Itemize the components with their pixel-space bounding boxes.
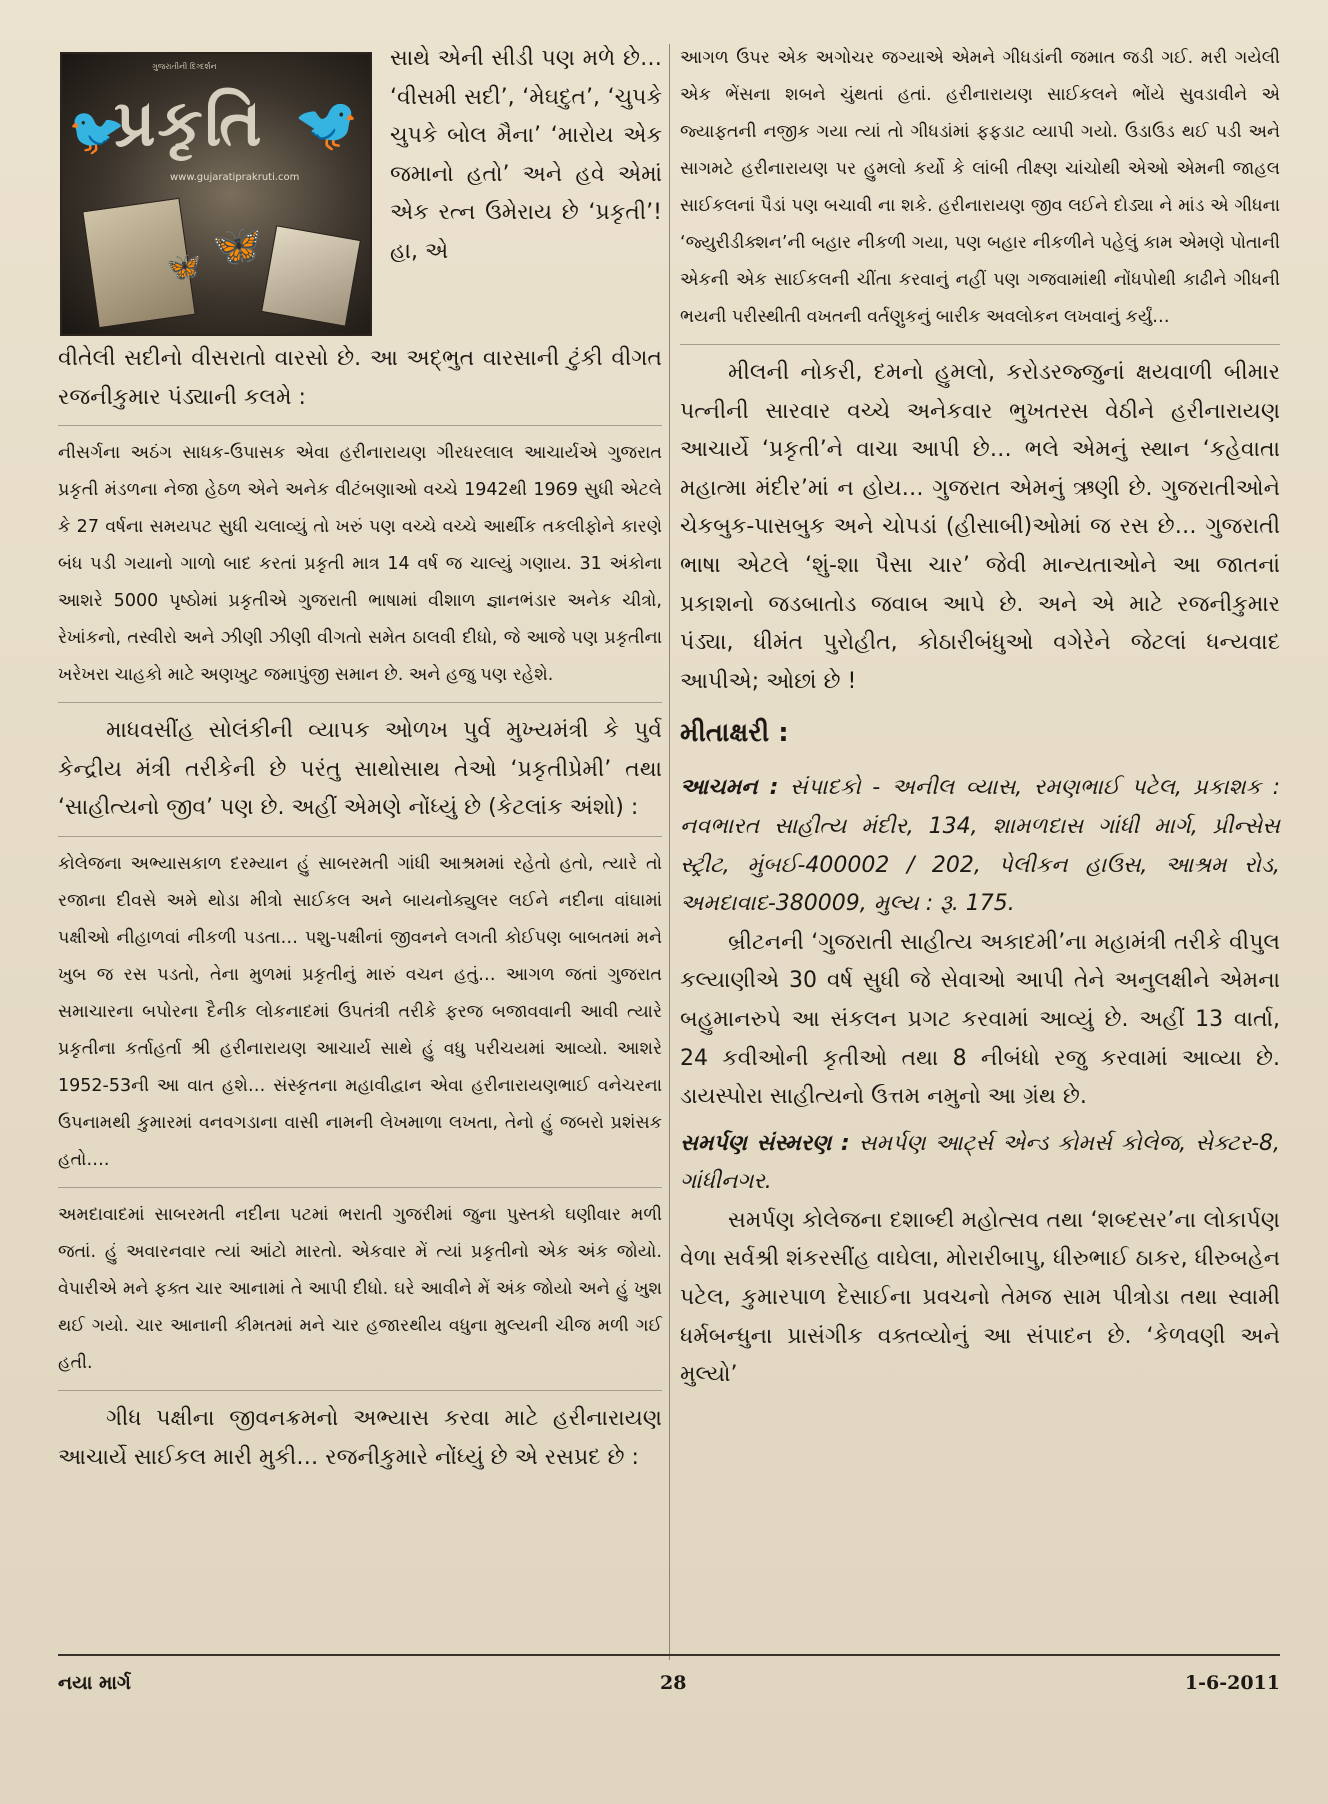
divider	[58, 425, 662, 426]
book-entry	[680, 769, 1280, 923]
section-heading: મીતાક્ષરી :	[680, 718, 789, 749]
issue-date: 1-6-2011	[1184, 1672, 1280, 1694]
left-column	[58, 40, 662, 1477]
book-entry-details: સંપાદકો - અનીલ વ્યાસ, રમણભાઈ પટેલ, પ્રકાશક : નવભારત સાહીત્ય મંદીર, 134, શામળદાસ ગાંધી માર્ગ, પ્રીન્સેસ સ્ટ્રીટ, મુંબઈ-400002 / 202, પેલીકન હાઉસ, આશ્રમ રોડ, અમદાવાદ-380009, મુલ્ય : રૂ. 175.	[680, 775, 1280, 917]
page-footer	[58, 1654, 1280, 1696]
body-paragraph: ગીધ પક્ષીના જીવનક્રમનો અભ્યાસ કરવા માટે હરીનારાયણ આચાર્યે સાઈકલ મારી મુકી… રજનીકુમારે નોંધ્યું છે એ રસપ્રદ છે :	[58, 1405, 662, 1470]
butterfly-icon: 🦋	[166, 250, 201, 283]
quote-paragraph: કોલેજના અભ્યાસકાળ દરમ્યાન હું સાબરમતી ગાંધી આશ્રમમાં રહેતો હતો, ત્યારે તો રજાના દીવસે અમે થોડા મીત્રો સાઈકલ અને બાયનોક્યુલર લઈને નદીના વાંઘામાં પક્ષીઓ નીહાળવાં નીકળી પડતા… પશુ-પક્ષીનાં જીવનને લગતી કોઈપણ બાબતમાં મને ખુબ જ રસ પડતો, તેના મુળમાં પ્રકૃતીનું મારું વચન હતું… આગળ જતાં ગુજરાત સમાચારના બપોરના દૈનીક લોકનાદમાં ઉપતંત્રી તરીકે ફરજ બજાવવાની આવી ત્યારે પ્રકૃતીના કર્તાહર્તા શ્રી હરીનારાયણ આચાર્ય સાથે હું વધુ પરીચયમાં આવ્યો. આશરે 1952-53ની આ વાત હશે… સંસ્કૃતના મહાવીદ્વાન એવા હરીનારાયણભાઈ વનેચરના ઉપનામથી કુમારમાં વનવગડાના વાસી નામની લેખમાળા લખતા, તેનો હું જબરો પ્રશંસક હતો….	[58, 853, 662, 1170]
column-divider	[669, 44, 670, 1660]
quote-paragraph: નીસર્ગના અઠંગ સાધક-ઉપાસક એવા હરીનારાયણ ગીરધરલાલ આચાર્યએ ગુજરાત પ્રકૃતી મંડળના નેજા હેઠળ એને અનેક વીટંબણાઓ વચ્ચે 1942થી 1969 સુધી એટલે કે 27 વર્ષના સમયપટ સુધી ચલાવ્યું તો ખરું પણ વચ્ચે વચ્ચે આર્થીક તકલીફોને કારણે બંધ પડી ગયાનો ગાળો બાદ કરતાં પ્રકૃતી માત્ર 14 વર્ષ જ ચાલ્યું ગણાય. 31 અંકોના આશરે 5000 પૃષ્ઠોમાં પ્રકૃતીએ ગુજરાતી ભાષામાં વીશાળ જ્ઞાનભંડાર અનેક ચીત્રો, રેખાંકનો, તસ્વીરો અને ઝીણી ઝીણી વીગતો સમેત ઠાલવી દીધો, જે આજે પણ પ્રકૃતીના ખરેખરા ચાહકો માટે અણખુટ જમાપુંજી સમાન છે. અને હજુ પણ રહેશે.	[58, 443, 662, 686]
cover-magazine-stack	[261, 225, 361, 327]
right-column	[680, 40, 1280, 1395]
book-entry-title: સમર્પણ સંસ્મરણ :	[680, 1130, 850, 1156]
cover-url: www.gujaratiprakruti.com	[170, 172, 300, 183]
bird-icon: 🐦	[294, 95, 359, 155]
quote-paragraph: અમદાવાદમાં સાબરમતી નદીના પટમાં ભરાતી ગુજરીમાં જુના પુસ્તકો ઘણીવાર મળી જતાં. હું અવારનવાર ત્યાં આંટો મારતો. એકવાર મેં ત્યાં પ્રકૃતીનો એક અંક જોયો. વેપારીએ મને ફક્ત ચાર આનામાં તે આપી દીધો. ઘરે આવીને મેં અંક જોયો અને હું ખુશ થઈ ગયો. ચાર આનાની કીમતમાં મને ચાર હજારથીય વધુના મુલ્યની ચીજ મળી ગઈ હતી.	[58, 1204, 662, 1373]
butterfly-icon: 🦋	[212, 223, 262, 269]
divider	[58, 1187, 662, 1188]
page-number: 28	[660, 1672, 687, 1694]
intro-paragraph: સાથે એની સીડી પણ મળે છે… ‘વીસમી સદી’, ‘મેઘદુત’, ‘ચુપકે ચુપકે બોલ મૈના’ ‘મારોય એક જમાનો હતો’ અને હવે એમાં એક રત્ન ઉમેરાય છે ‘પ્રકૃતી’! હા, એ	[390, 46, 662, 264]
body-paragraph: માધવસીંહ સોલંકીની વ્યાપક ઓળખ પુર્વ મુખ્યમંત્રી કે પુર્વ કેન્દ્રીય મંત્રી તરીકેની છે પરંતુ સાથોસાથ તેઓ ‘પ્રકૃતીપ્રેમી’ તથા ‘સાહીત્યનો જીવ’ પણ છે. અહીં એમણે નોંધ્યું છે (કેટલાંક અંશો) :	[58, 718, 662, 821]
book-entry-details: સમર્પણ આર્ટ્સ એન્ડ કોમર્સ કોલેજ, સેક્ટર-8, ગાંધીનગર.	[680, 1130, 1280, 1195]
prakruti-cover-image	[60, 52, 372, 336]
book-entry-title: આચમન :	[680, 775, 779, 801]
publication-name: નયા માર્ગ	[58, 1672, 131, 1694]
divider	[58, 836, 662, 837]
divider	[58, 702, 662, 703]
quote-paragraph: આગળ ઉપર એક અગોચર જગ્યાએ એમને ગીધડાંની જમાત જડી ગઈ. મરી ગયેલી એક ભેંસના શબને ચુંથતાં હતાં. હરીનારાયણ સાઈકલને ભોંયે સુવડાવીને એ જ્યાફતની નજીક ગયા ત્યાં તો ગીધડાંમાં ફફડાટ વ્યાપી ગયો. ઉડાઉડ થઈ પડી અને સાગમટે હરીનારાયણ પર હુમલો કર્યો કે લાંબી તીક્ષ્ણ ચાંચોથી એઓ એમની જાહલ સાઈકલનાં પૈડાં પણ બચાવી ના શકે. હરીનારાયણ જીવ લઈને દોડ્યા ને માંડ એ ગીધના ‘જ્યુરીડીક્શન’ની બહાર નીકળી ગયા, પણ બહાર નીકળીને પહેલું કામ એમણે પોતાની એકની એક સાઈકલની ચીંતા કરવાનું નહીં પણ ગજવામાંથી નોંધપોથી કાઢીને ગીધની ભયની પરીસ્થીતી વખતની વર્તણુકનું બારીક અવલોકન લખવાનું કર્યું…	[680, 48, 1280, 327]
divider	[680, 344, 1280, 345]
body-paragraph: બ્રીટનની ‘ગુજરાતી સાહીત્ય અકાદમી’ના મહામંત્રી તરીકે વીપુલ કલ્યાણીએ 30 વર્ષ સુધી જે સેવાઓ આપી તેને અનુલક્ષીને એમના બહુમાનરુપે આ સંકલન પ્રગટ કરવામાં આવ્યું છે. અહીં 13 વાર્તા, 24 કવીઓની કૃતીઓ તથા 8 નીબંધો રજુ કરવામાં આવ્યા છે. ડાયસ્પોરા સાહીત્યનો ઉત્તમ નમુનો આ ગ્રંથ છે.	[680, 929, 1280, 1110]
cover-top-text: ગુજરાતીની દિગ્દર્શન	[152, 62, 217, 71]
bird-icon: 🐦	[68, 104, 126, 158]
body-paragraph: સમર્પણ કોલેજના દશાબ્દી મહોત્સવ તથા ‘શબ્દસર’ના લોકાર્પણ વેળા સર્વશ્રી શંકરસીંહ વાઘેલા, મોરારીબાપુ, ધીરુભાઈ ઠાકર, ધીરુબહેન પટેલ, કુમારપાળ દેસાઈના પ્રવચનો તેમજ સામ પીત્રોડા તથા સ્વામી ધર્મબન્ધુના પ્રાસંગીક વક્તવ્યોનું આ સંપાદન છે. ‘કેળવણી અને મુલ્યો’	[680, 1207, 1280, 1388]
intro-block	[58, 40, 662, 340]
cover-title: પ્રકૃતિ	[114, 86, 264, 161]
intro-paragraph-continued: વીતેલી સદીનો વીસરાતો વારસો છે. આ અદ્ભુત વારસાની ટુંકી વીગત રજનીકુમાર પંડ્યાની કલમે :	[58, 346, 662, 410]
divider	[58, 1390, 662, 1391]
body-paragraph: મીલની નોકરી, દમનો હુમલો, કરોડરજ્જુનાં ક્ષયવાળી બીમાર પત્નીની સારવાર વચ્ચે અનેકવાર ભુખતરસ વેઠીને હરીનારાયણ આચાર્યે ‘પ્રકૃતી’ને વાચા આપી છે… ભલે એમનું સ્થાન ‘કહેવાતા મહાત્મા મંદીર’માં ન હોય… ગુજરાત એમનું ઋણી છે. ગુજરાતીઓને ચેકબુક-પાસબુક અને ચોપડાં (હીસાબી)ઓમાં જ રસ છે… ગુજરાતી ભાષા એટલે ‘શું-શા પૈસા ચાર’ જેવી માન્યતાઓને આ જાતનાં પ્રકાશનો જડબાતોડ જવાબ આપે છે. અને એ માટે રજનીકુમાર પંડ્યા, ધીમંત પુરોહીત, કોઠારીબંધુઓ વગેરેને જેટલાં ધન્યવાદ આપીએ; ઓછાં છે !	[680, 360, 1280, 694]
book-entry	[680, 1125, 1280, 1202]
